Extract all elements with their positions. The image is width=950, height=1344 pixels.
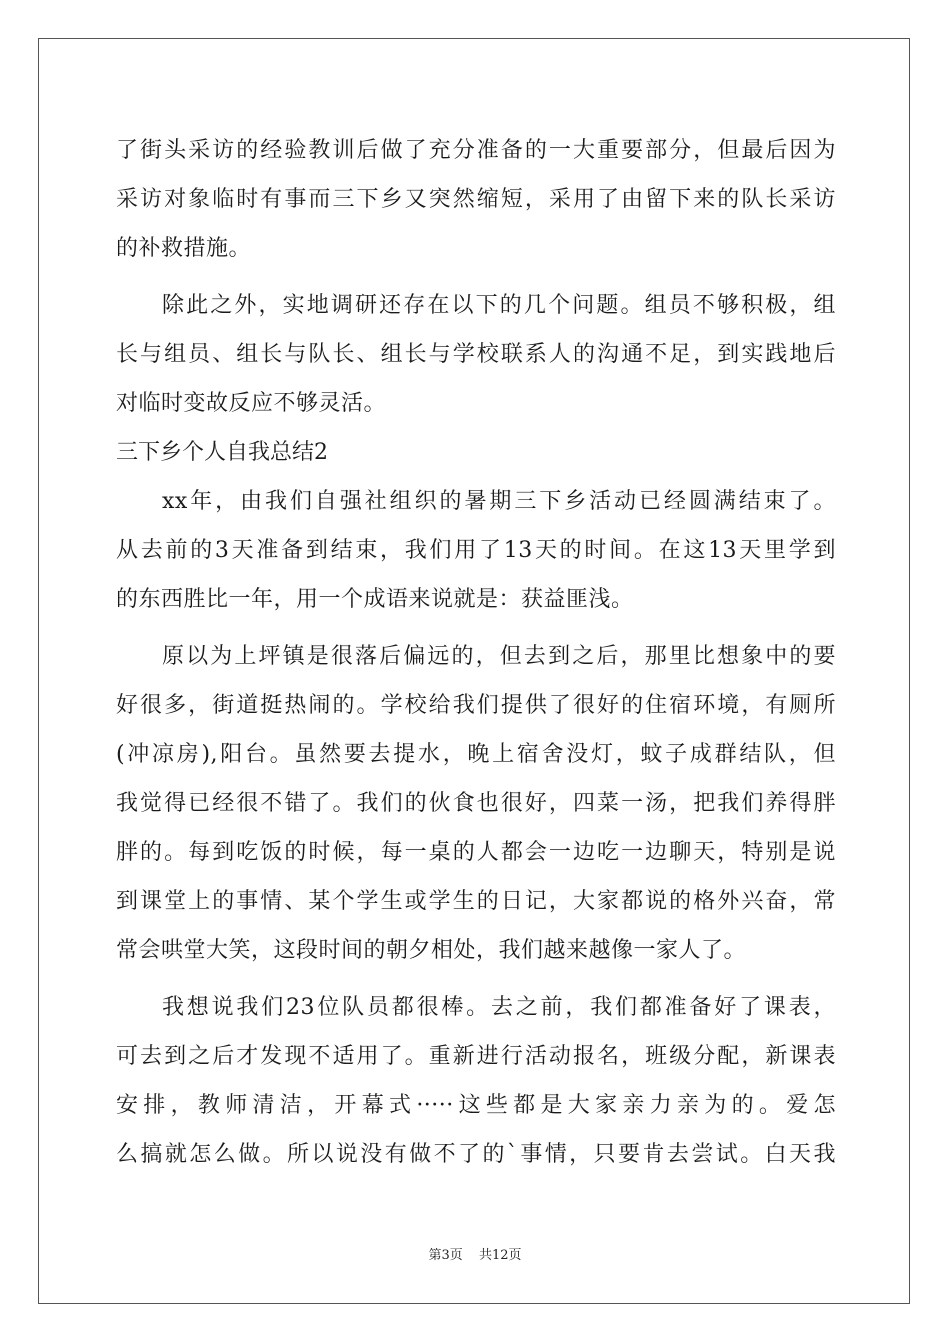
text-line: 我想说我们23位队员都很棒。去之前，我们都准备好了课表， [162, 995, 836, 1020]
page-footer [0, 1244, 950, 1263]
text-line: 对临时变故反应不够灵活。 [116, 391, 387, 416]
text-line: 可去到之后才发现不适用了。重新进行活动报名，班级分配，新课表 [116, 1044, 836, 1069]
text-line: xx年，由我们自强社组织的暑期三下乡活动已经圆满结束了。 [162, 489, 836, 514]
text-line: 么搞就怎么做。所以说没有做不了的`事情，只要肯去尝试。白天我 [116, 1142, 836, 1167]
section-heading: 三下乡个人自我总结2 [116, 440, 328, 465]
text-line: 好很多，街道挺热闹的。学校给我们提供了很好的住宿环境，有厕所 [116, 693, 836, 718]
text-line: 胖的。每到吃饭的时候，每一桌的人都会一边吃一边聊天，特别是说 [116, 840, 836, 865]
paragraph [116, 281, 836, 428]
paragraph [116, 983, 836, 1179]
text-line: 安排，教师清洁，开幕式·····这些都是大家亲力亲为的。爱怎 [116, 1093, 836, 1118]
paragraph [116, 632, 836, 975]
paragraph [116, 126, 836, 273]
text-line: 到课堂上的事情、某个学生或学生的日记，大家都说的格外兴奋，常 [116, 889, 836, 914]
text-line: 除此之外，实地调研还存在以下的几个问题。组员不够积极，组 [162, 293, 836, 318]
page-number: 第3页 [428, 1248, 463, 1263]
text-line: 长与组员、组长与队长、组长与学校联系人的沟通不足，到实践地后 [116, 342, 836, 367]
text-line: 常会哄堂大笑，这段时间的朝夕相处，我们越来越像一家人了。 [116, 938, 747, 963]
text-line: 了街头采访的经验教训后做了充分准备的一大重要部分，但最后因为 [116, 138, 836, 163]
text-line: (冲凉房),阳台。虽然要去提水，晚上宿舍没灯，蚊子成群结队，但 [116, 742, 836, 767]
text-line: 原以为上坪镇是很落后偏远的，但去到之后，那里比想象中的要 [162, 644, 836, 669]
document-body [116, 126, 836, 1179]
text-line: 的东西胜比一年，用一个成语来说就是：获益匪浅。 [116, 587, 634, 612]
text-line: 我觉得已经很不错了。我们的伙食也很好，四菜一汤，把我们养得胖 [116, 791, 836, 816]
paragraph [116, 477, 836, 624]
text-line: 采访对象临时有事而三下乡又突然缩短，采用了由留下来的队长采访 [116, 187, 836, 212]
page-total: 共12页 [478, 1248, 522, 1263]
text-line: 从去前的3天准备到结束，我们用了13天的时间。在这13天里学到 [116, 538, 836, 563]
text-line: 的补救措施。 [116, 236, 252, 261]
